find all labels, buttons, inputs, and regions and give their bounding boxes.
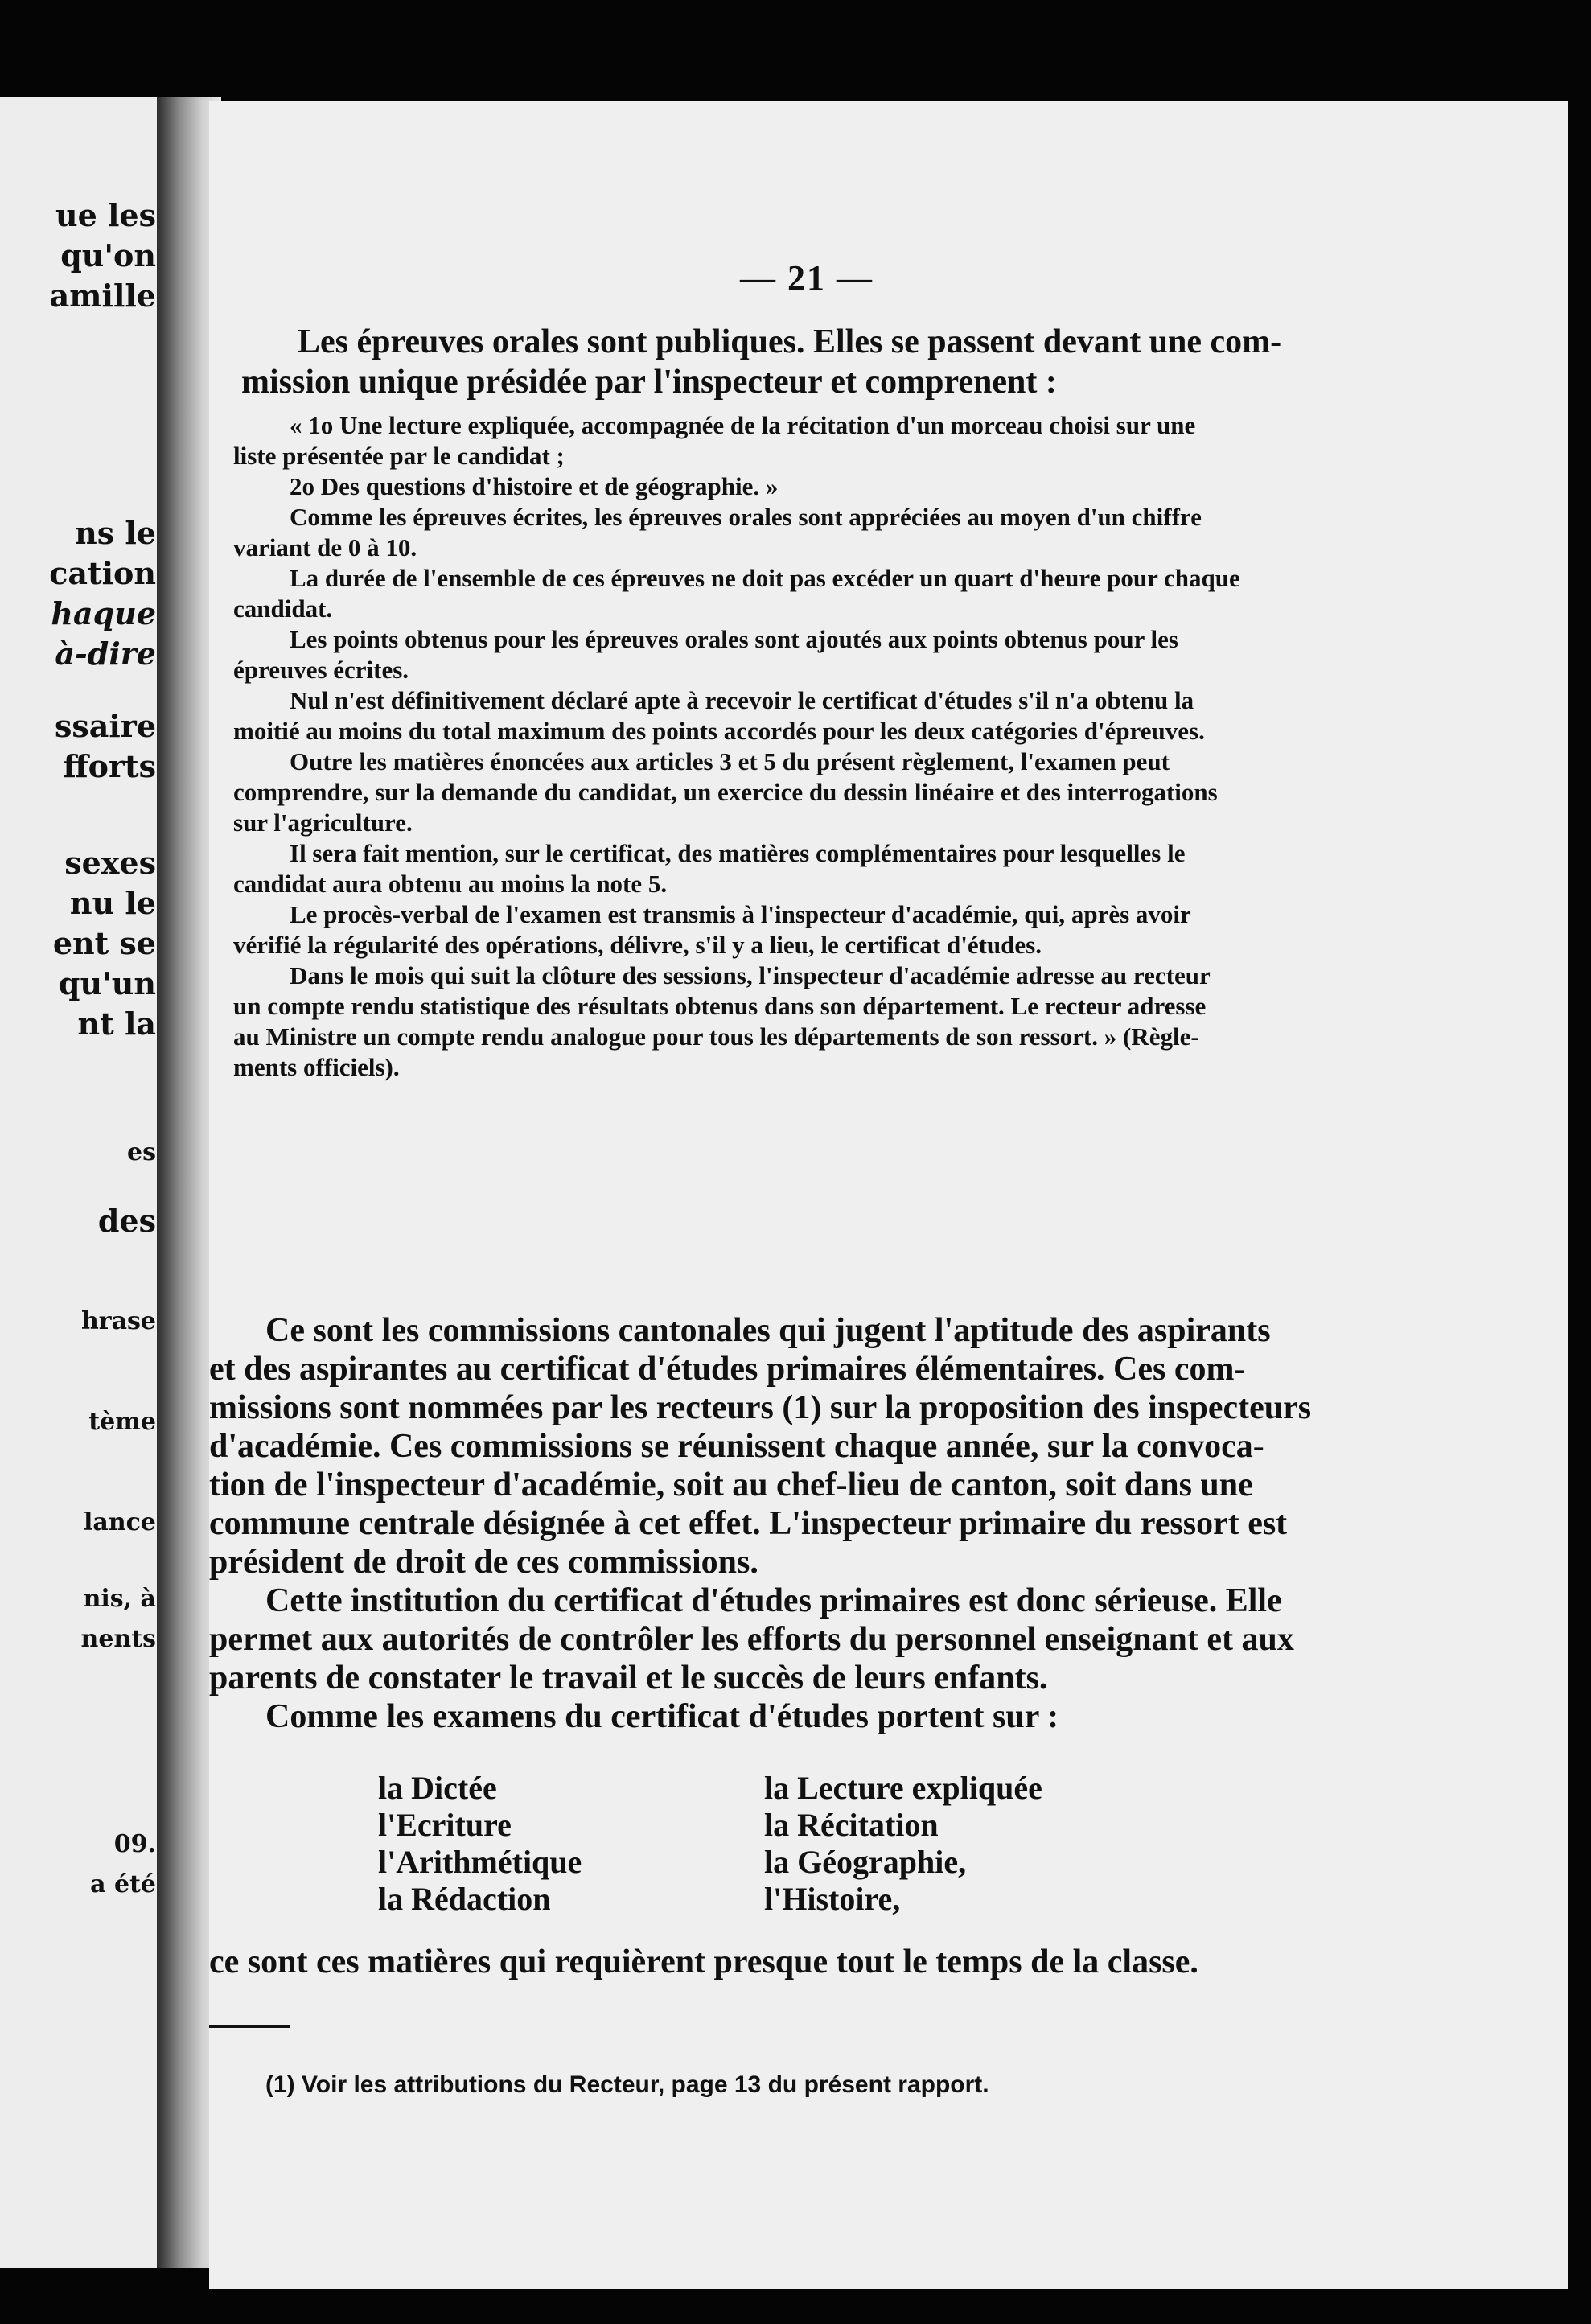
footnote: (1) Voir les attributions du Recteur, page 13 du présent rapport. [265,2071,989,2098]
subject-column-left [378,1770,582,1918]
intro-line: Les épreuves orales sont publiques. Elles se passent devant une com- [298,323,1282,360]
conclusion-line: ce sont ces matières qui requièrent presque tout le temps de la classe. [209,1944,1198,1981]
body-line: permet aux autorités de contrôler les efforts du personnel enseignant et aux [209,1621,1294,1658]
left-page-fragment: nu le [69,885,156,921]
body-line: et des aspirantes au certificat d'études primaires élémentaires. Ces com- [209,1351,1246,1388]
regulation-line: candidat aura obtenu au moins la note 5. [233,870,668,898]
regulation-line: comprendre, sur la demande du candidat, un exercice du dessin linéaire et des interrogations [233,778,1218,806]
regulation-line: Les points obtenus pour les épreuves orales sont ajoutés aux points obtenus pour les [290,625,1178,653]
intro-paragraph [241,322,1408,402]
subject-item: l'Ecriture [378,1807,512,1843]
subject-column-right [764,1770,1042,1918]
regulation-line: Comme les épreuves écrites, les épreuves orales sont appréciées au moyen d'un chiffre [290,503,1202,531]
body-line: président de droit de ces commissions. [209,1544,758,1581]
body-line: Comme les examens du certificat d'études portent sur : [265,1698,1059,1735]
regulation-line: La durée de l'ensemble de ces épreuves ne doit pas excéder un quart d'heure pour chaque [290,564,1240,592]
body-line: parents de constater le travail et le succès de leurs enfants. [209,1660,1048,1697]
regulation-line: variant de 0 à 10. [233,533,417,561]
left-page-fragment: sexes [64,845,156,881]
left-page-fragment: qu'on [60,237,156,274]
body-line: Cette institution du certificat d'études primaires est donc sérieuse. Elle [265,1582,1282,1619]
page-number: — 21 — [740,258,874,298]
left-page-fragment: haque [51,595,156,631]
regulation-line: au Ministre un compte rendu analogue pour tous les départements de son ressort. » (Règle- [233,1022,1199,1051]
subject-item: l'Histoire, [764,1881,901,1917]
left-page-fragment: qu'un [58,965,156,1002]
regulation-line: un compte rendu statistique des résultats obtenus dans son département. Le recteur adresse [233,992,1207,1020]
regulation-line: sur l'agriculture. [233,808,413,837]
left-page-fragment: ssaire [54,708,156,744]
left-page-fragment: es [127,1138,156,1166]
regulation-line: Dans le mois qui suit la clôture des sessions, l'inspecteur d'académie adresse au recteur [290,961,1211,989]
left-page-fragment: ue les [55,197,156,233]
left-page-fragment: tème [88,1408,156,1436]
regulation-line: Outre les matières énoncées aux articles 3 et 5 du présent règlement, l'examen peut [290,747,1170,775]
subject-item: l'Arithmétique [378,1844,582,1880]
regulation-line: 2o Des questions d'histoire et de géographie. » [290,472,779,500]
regulation-quote [233,410,1400,1083]
subject-item: la Dictée [378,1770,497,1806]
subject-item: la Géographie, [764,1844,967,1880]
subject-item: la Récitation [764,1807,939,1843]
footnote-rule [209,2025,290,2028]
left-page-fragment: lance [84,1508,156,1536]
body-line: tion de l'inspecteur d'académie, soit au chef-lieu de canton, soit dans une [209,1466,1253,1503]
body-line: missions sont nommées par les recteurs (1) sur la proposition des inspecteurs [209,1389,1312,1426]
left-page-fragment: à-dire [55,636,156,672]
left-page-fragment: a été [90,1870,156,1898]
regulation-line: liste présentée par le candidat ; [233,442,565,470]
regulation-line: ments officiels). [233,1053,400,1081]
left-page-fragment: 09. [113,1830,156,1858]
subject-item: la Rédaction [378,1881,551,1917]
body-line: Ce sont les commissions cantonales qui jugent l'aptitude des aspirants [265,1312,1271,1349]
body-line: d'académie. Ces commissions se réunissent chaque année, sur la convoca- [209,1428,1264,1465]
left-page-fragment: fforts [63,748,156,784]
regulation-line: Le procès-verbal de l'examen est transmis à l'inspecteur d'académie, qui, après avoir [290,900,1191,928]
subject-list [378,1770,1263,1915]
left-page-fragment: ent se [52,925,156,961]
regulation-line: Il sera fait mention, sur le certificat, des matières complémentaires pour lesquelles le [290,839,1186,867]
left-page-fragment: nents [80,1625,156,1653]
regulation-line: « 1o Une lecture expliquée, accompagnée de la récitation d'un morceau choisi sur une [290,411,1196,439]
left-facing-page [0,97,161,2268]
left-page-fragment: nt la [77,1006,156,1042]
regulation-line: candidat. [233,594,333,623]
left-page-fragment: des [97,1203,156,1239]
subject-item: la Lecture expliquée [764,1770,1042,1806]
intro-line: mission unique présidée par l'inspecteur et comprenent : [241,364,1057,401]
left-page-fragment: ns le [75,515,156,551]
regulation-line: moitié au moins du total maximum des points accordés pour les deux catégories d'épreuves. [233,717,1205,745]
main-page [209,101,1568,2289]
left-page-fragment: nis, à [83,1585,156,1613]
left-page-fragment: cation [49,555,156,591]
body-paragraphs [209,1311,1375,1736]
left-page-fragment: amille [49,278,156,314]
regulation-line: vérifié la régularité des opérations, délivre, s'il y a lieu, le certificat d'études. [233,931,1042,959]
regulation-line: épreuves écrites. [233,656,409,684]
left-page-fragment: hrase [80,1307,156,1335]
regulation-line: Nul n'est définitivement déclaré apte à recevoir le certificat d'études s'il n'a obtenu la [290,686,1194,714]
body-line: commune centrale désignée à cet effet. L'inspecteur primaire du ressort est [209,1505,1288,1542]
